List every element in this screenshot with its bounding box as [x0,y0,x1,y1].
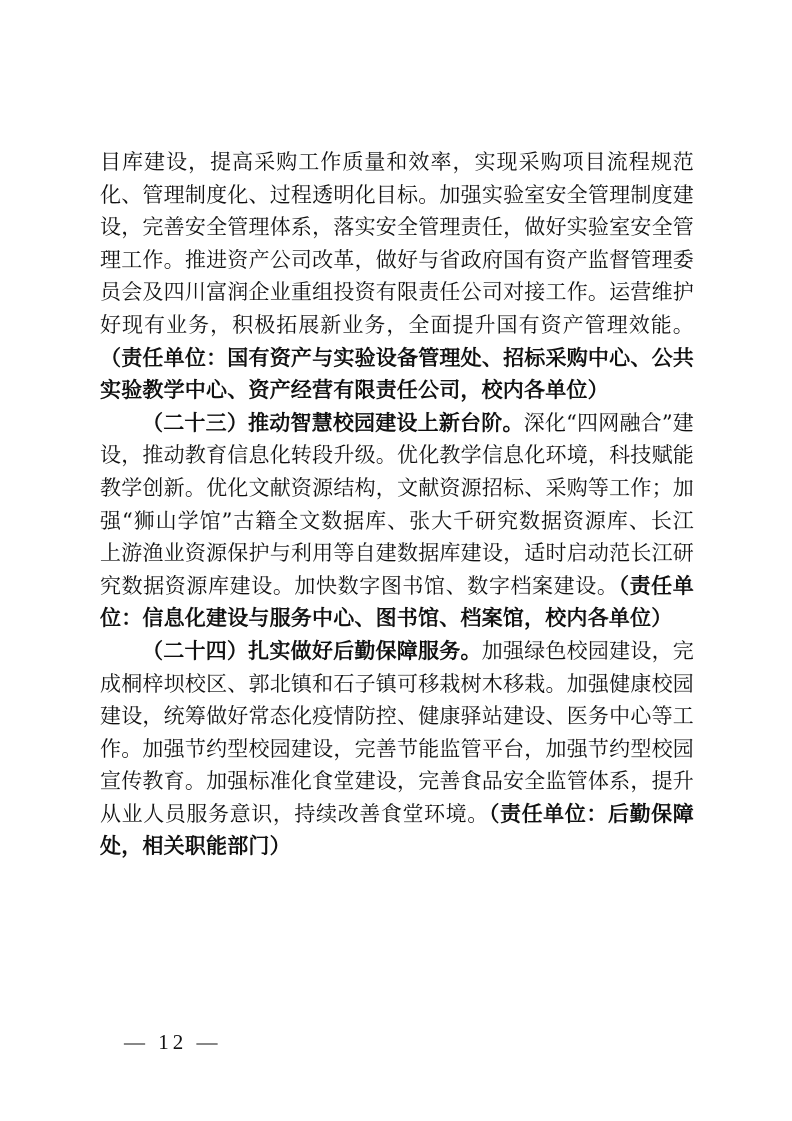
paragraph-text: 目库建设，提高采购工作质量和效率，实现采购项目流程规范化、管理制度化、过程透明化目标。加强实验室安全管理制度建设，完善安全管理体系，落实安全管理责任，做好实验室安全管理工作。推进资产公司改革，做好与省政府国有资产监督管理委员会及四川富润企业重组投资有限责任公司对接工作。运营维护好现有业务，积极拓展新业务，全面提升国有资产管理效能。 [100,150,694,337]
paragraph-logistics [100,635,694,863]
paragraph-text: 加强绿色校园建设，完成桐梓坝校区、郭北镇和石子镇可移栽树木移栽。加强健康校园建设，统筹做好常态化疫情防控、健康驿站建设、医务中心等工作。加强节约型校园建设，完善节能监管平台，加强节约型校园宣传教育。加强标准化食堂建设，完善食品安全监管体系，提升从业人员服务意识，持续改善食堂环境。 [100,638,695,826]
section-heading: （二十四）扎实做好后勤保障服务。 [142,637,482,663]
page-number: — 12 — [124,1030,222,1054]
document-page [100,146,694,863]
paragraph-text: 深化“四网融合”建设，推动教育信息化转段升级。优化教学信息化环境，科技赋能教学创新。优化文献资源结构，文献资源招标、采购等工作；加强“狮山学馆”古籍全文数据库、张大千研究数据资源库、长江上游渔业资源保护与利用等自建数据库建设，适时启动范长江研究数据资源库建设。加快数字图书馆、数字档案建设。 [100,410,694,598]
paragraph-smart-campus [100,407,694,635]
responsibility-units: （责任单位：信息化建设与服务中心、图书馆、档案馆，校内各单位） [100,572,694,631]
section-heading: （二十三）推动智慧校园建设上新台阶。 [142,409,524,435]
responsibility-units: （责任单位：后勤保障处，相关职能部门） [100,800,694,859]
responsibility-units: （责任单位：国有资产与实验设备管理处、招标采购中心、公共实验教学中心、资产经营有限责任公司，校内各单位） [100,344,694,403]
paragraph-asset-management [100,146,694,407]
